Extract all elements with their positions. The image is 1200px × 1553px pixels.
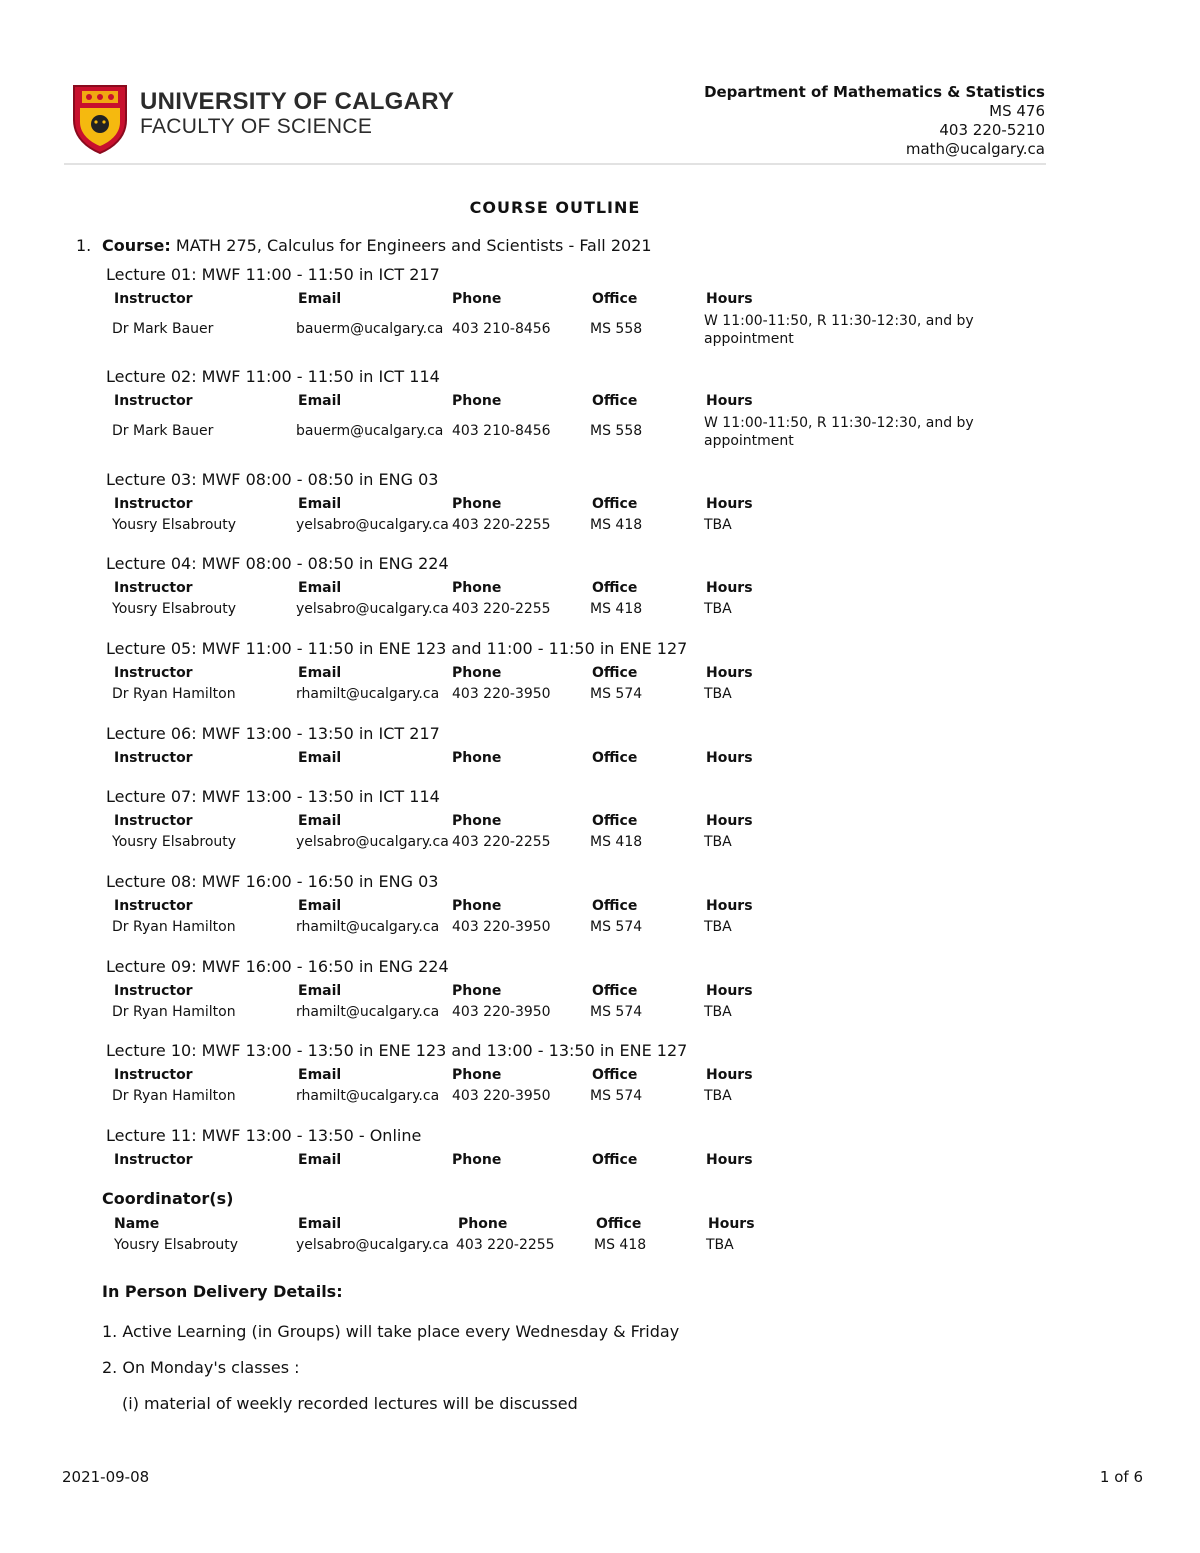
col-office-header: Office: [596, 1216, 642, 1232]
col-hours-header: Hours: [706, 1152, 753, 1168]
col-email-header: Email: [298, 750, 342, 766]
course-label: Course:: [102, 236, 171, 255]
lecture-email[interactable]: rhamilt@ucalgary.ca: [296, 1004, 440, 1020]
lecture-office: MS 574: [590, 1004, 643, 1020]
coordinators-heading: Coordinator(s): [102, 1189, 234, 1208]
col-instructor-header: Instructor: [114, 750, 193, 766]
col-email-header: Email: [298, 983, 342, 999]
lecture-phone: 403 220-3950: [452, 1004, 551, 1020]
col-phone-header: Phone: [452, 665, 502, 681]
university-name: UNIVERSITY OF CALGARY: [140, 88, 455, 115]
col-hours-header: Hours: [706, 665, 753, 681]
col-email-header: Email: [298, 665, 342, 681]
lecture-phone: 403 220-3950: [452, 919, 551, 935]
lecture-instructor: Dr Ryan Hamilton: [112, 1088, 236, 1104]
col-email-header: Email: [298, 898, 342, 914]
lecture-hours: TBA: [704, 686, 732, 702]
col-hours-header: Hours: [706, 580, 753, 596]
department-room: MS 476: [989, 102, 1045, 120]
lecture-hours: TBA: [704, 601, 732, 617]
lecture-office: MS 558: [590, 423, 643, 439]
coordinator-hours: TBA: [706, 1237, 734, 1253]
course-number: 1.: [76, 236, 92, 255]
lecture-instructor: Dr Ryan Hamilton: [112, 1004, 236, 1020]
lecture-phone: 403 220-3950: [452, 1088, 551, 1104]
col-instructor-header: Instructor: [114, 580, 193, 596]
lecture-office: MS 558: [590, 321, 643, 337]
lecture-hours: TBA: [704, 517, 732, 533]
lecture-hours: TBA: [704, 1004, 732, 1020]
col-phone-header: Phone: [452, 393, 502, 409]
coordinator-name: Yousry Elsabrouty: [114, 1237, 239, 1253]
col-office-header: Office: [592, 496, 638, 512]
col-email-header: Email: [298, 813, 342, 829]
col-instructor-header: Instructor: [114, 813, 193, 829]
col-instructor-header: Instructor: [114, 1067, 193, 1083]
col-phone-header: Phone: [452, 813, 502, 829]
department-name: Department of Mathematics & Statistics: [704, 83, 1045, 101]
col-office-header: Office: [592, 1067, 638, 1083]
lecture-office: MS 574: [590, 686, 643, 702]
lecture-phone: 403 220-3950: [452, 686, 551, 702]
lecture-hours: W 11:00-11:50, R 11:30-12:30, and by appointment: [704, 313, 974, 347]
lecture-email[interactable]: yelsabro@ucalgary.ca: [296, 834, 449, 850]
lecture-heading: Lecture 02: MWF 11:00 - 11:50 in ICT 114: [106, 367, 440, 386]
lecture-phone: 403 210-8456: [452, 321, 551, 337]
lecture-email[interactable]: yelsabro@ucalgary.ca: [296, 517, 449, 533]
col-office-header: Office: [592, 1152, 638, 1168]
faculty-name: FACULTY OF SCIENCE: [140, 115, 373, 138]
col-email-header: Email: [298, 291, 342, 307]
header-divider: [64, 163, 1046, 165]
col-phone-header: Phone: [452, 750, 502, 766]
lecture-phone: 403 220-2255: [452, 517, 551, 533]
lecture-office: MS 574: [590, 919, 643, 935]
col-office-header: Office: [592, 665, 638, 681]
col-instructor-header: Instructor: [114, 496, 193, 512]
col-email-header: Email: [298, 496, 342, 512]
lecture-heading: Lecture 03: MWF 08:00 - 08:50 in ENG 03: [106, 470, 439, 489]
col-hours-header: Hours: [708, 1216, 755, 1232]
lecture-hours: W 11:00-11:50, R 11:30-12:30, and by appointment: [704, 415, 974, 449]
lecture-email[interactable]: yelsabro@ucalgary.ca: [296, 601, 449, 617]
col-instructor-header: Instructor: [114, 665, 193, 681]
lecture-instructor: Yousry Elsabrouty: [112, 517, 237, 533]
lecture-hours: TBA: [704, 919, 732, 935]
col-phone-header: Phone: [452, 580, 502, 596]
col-email-header: Email: [298, 1067, 342, 1083]
col-hours-header: Hours: [706, 898, 753, 914]
page-number: 1 of 6: [1099, 1468, 1143, 1486]
col-phone-header: Phone: [452, 1067, 502, 1083]
lecture-office: MS 418: [590, 517, 643, 533]
col-instructor-header: Instructor: [114, 291, 193, 307]
lecture-phone: 403 220-2255: [452, 601, 551, 617]
lecture-heading: Lecture 05: MWF 11:00 - 11:50 in ENE 123 and 11:00 - 11:50 in ENE 127: [106, 639, 688, 658]
col-office-header: Office: [592, 813, 638, 829]
col-hours-header: Hours: [706, 496, 753, 512]
col-hours-header: Hours: [706, 291, 753, 307]
lecture-instructor: Yousry Elsabrouty: [112, 834, 237, 850]
lecture-instructor: Yousry Elsabrouty: [112, 601, 237, 617]
col-hours-header: Hours: [706, 393, 753, 409]
coordinator-email[interactable]: yelsabro@ucalgary.ca: [296, 1237, 449, 1253]
department-phone: 403 220-5210: [939, 121, 1045, 139]
lecture-phone: 403 210-8456: [452, 423, 551, 439]
lecture-office: MS 574: [590, 1088, 643, 1104]
col-email-header: Email: [298, 1152, 342, 1168]
department-contact: [704, 83, 1045, 159]
col-phone-header: Phone: [452, 898, 502, 914]
lecture-instructor: Dr Mark Bauer: [112, 423, 214, 439]
lecture-email[interactable]: bauerm@ucalgary.ca: [296, 321, 444, 337]
lecture-heading: Lecture 06: MWF 13:00 - 13:50 in ICT 217: [106, 724, 440, 743]
col-hours-header: Hours: [706, 1067, 753, 1083]
col-office-header: Office: [592, 983, 638, 999]
coordinator-phone: 403 220-2255: [456, 1237, 555, 1253]
lecture-heading: Lecture 07: MWF 13:00 - 13:50 in ICT 114: [106, 787, 440, 806]
delivery-subitem: (i) material of weekly recorded lectures will be discussed: [122, 1394, 578, 1413]
col-office-header: Office: [592, 291, 638, 307]
col-office-header: Office: [592, 580, 638, 596]
col-instructor-header: Instructor: [114, 898, 193, 914]
lecture-instructor: Dr Ryan Hamilton: [112, 919, 236, 935]
lecture-instructor: Dr Ryan Hamilton: [112, 686, 236, 702]
coordinator-office: MS 418: [594, 1237, 647, 1253]
lecture-heading: Lecture 01: MWF 11:00 - 11:50 in ICT 217: [106, 265, 440, 284]
lecture-heading: Lecture 09: MWF 16:00 - 16:50 in ENG 224: [106, 957, 449, 976]
col-instructor-header: Instructor: [114, 393, 193, 409]
delivery-item: 2. On Monday's classes :: [102, 1358, 300, 1377]
col-phone-header: Phone: [452, 983, 502, 999]
course-line: [76, 236, 652, 255]
col-phone-header: Phone: [452, 1152, 502, 1168]
lecture-phone: 403 220-2255: [452, 834, 551, 850]
lecture-office: MS 418: [590, 834, 643, 850]
col-office-header: Office: [592, 393, 638, 409]
col-office-header: Office: [592, 898, 638, 914]
lecture-heading: Lecture 04: MWF 08:00 - 08:50 in ENG 224: [106, 554, 449, 573]
lecture-hours: TBA: [704, 834, 732, 850]
col-instructor-header: Instructor: [114, 1152, 193, 1168]
col-email-header: Email: [298, 1216, 342, 1232]
col-phone-header: Phone: [452, 496, 502, 512]
lecture-office: MS 418: [590, 601, 643, 617]
col-hours-header: Hours: [706, 750, 753, 766]
lecture-instructor: Dr Mark Bauer: [112, 321, 214, 337]
col-instructor-header: Instructor: [114, 983, 193, 999]
lecture-heading: Lecture 11: MWF 13:00 - 13:50 - Online: [106, 1126, 422, 1145]
col-name-header: Name: [114, 1216, 160, 1232]
lecture-hours: TBA: [704, 1088, 732, 1104]
col-hours-header: Hours: [706, 813, 753, 829]
lecture-email[interactable]: rhamilt@ucalgary.ca: [296, 1088, 440, 1104]
delivery-heading: In Person Delivery Details:: [102, 1282, 343, 1301]
col-hours-header: Hours: [706, 983, 753, 999]
col-office-header: Office: [592, 750, 638, 766]
lecture-email[interactable]: rhamilt@ucalgary.ca: [296, 686, 440, 702]
department-email[interactable]: math@ucalgary.ca: [905, 140, 1045, 158]
col-email-header: Email: [298, 580, 342, 596]
lecture-email[interactable]: rhamilt@ucalgary.ca: [296, 919, 440, 935]
lecture-heading: Lecture 10: MWF 13:00 - 13:50 in ENE 123 and 13:00 - 13:50 in ENE 127: [106, 1041, 688, 1060]
lecture-email[interactable]: bauerm@ucalgary.ca: [296, 423, 444, 439]
lecture-heading: Lecture 08: MWF 16:00 - 16:50 in ENG 03: [106, 872, 439, 891]
col-phone-header: Phone: [458, 1216, 508, 1232]
course-title: MATH 275, Calculus for Engineers and Scientists - Fall 2021: [175, 236, 652, 255]
delivery-item: 1. Active Learning (in Groups) will take place every Wednesday & Friday: [102, 1322, 680, 1341]
page-title: COURSE OUTLINE: [469, 198, 641, 217]
university-crest-logo: [72, 84, 128, 154]
col-phone-header: Phone: [452, 291, 502, 307]
col-email-header: Email: [298, 393, 342, 409]
footer-date: 2021-09-08: [62, 1468, 150, 1486]
